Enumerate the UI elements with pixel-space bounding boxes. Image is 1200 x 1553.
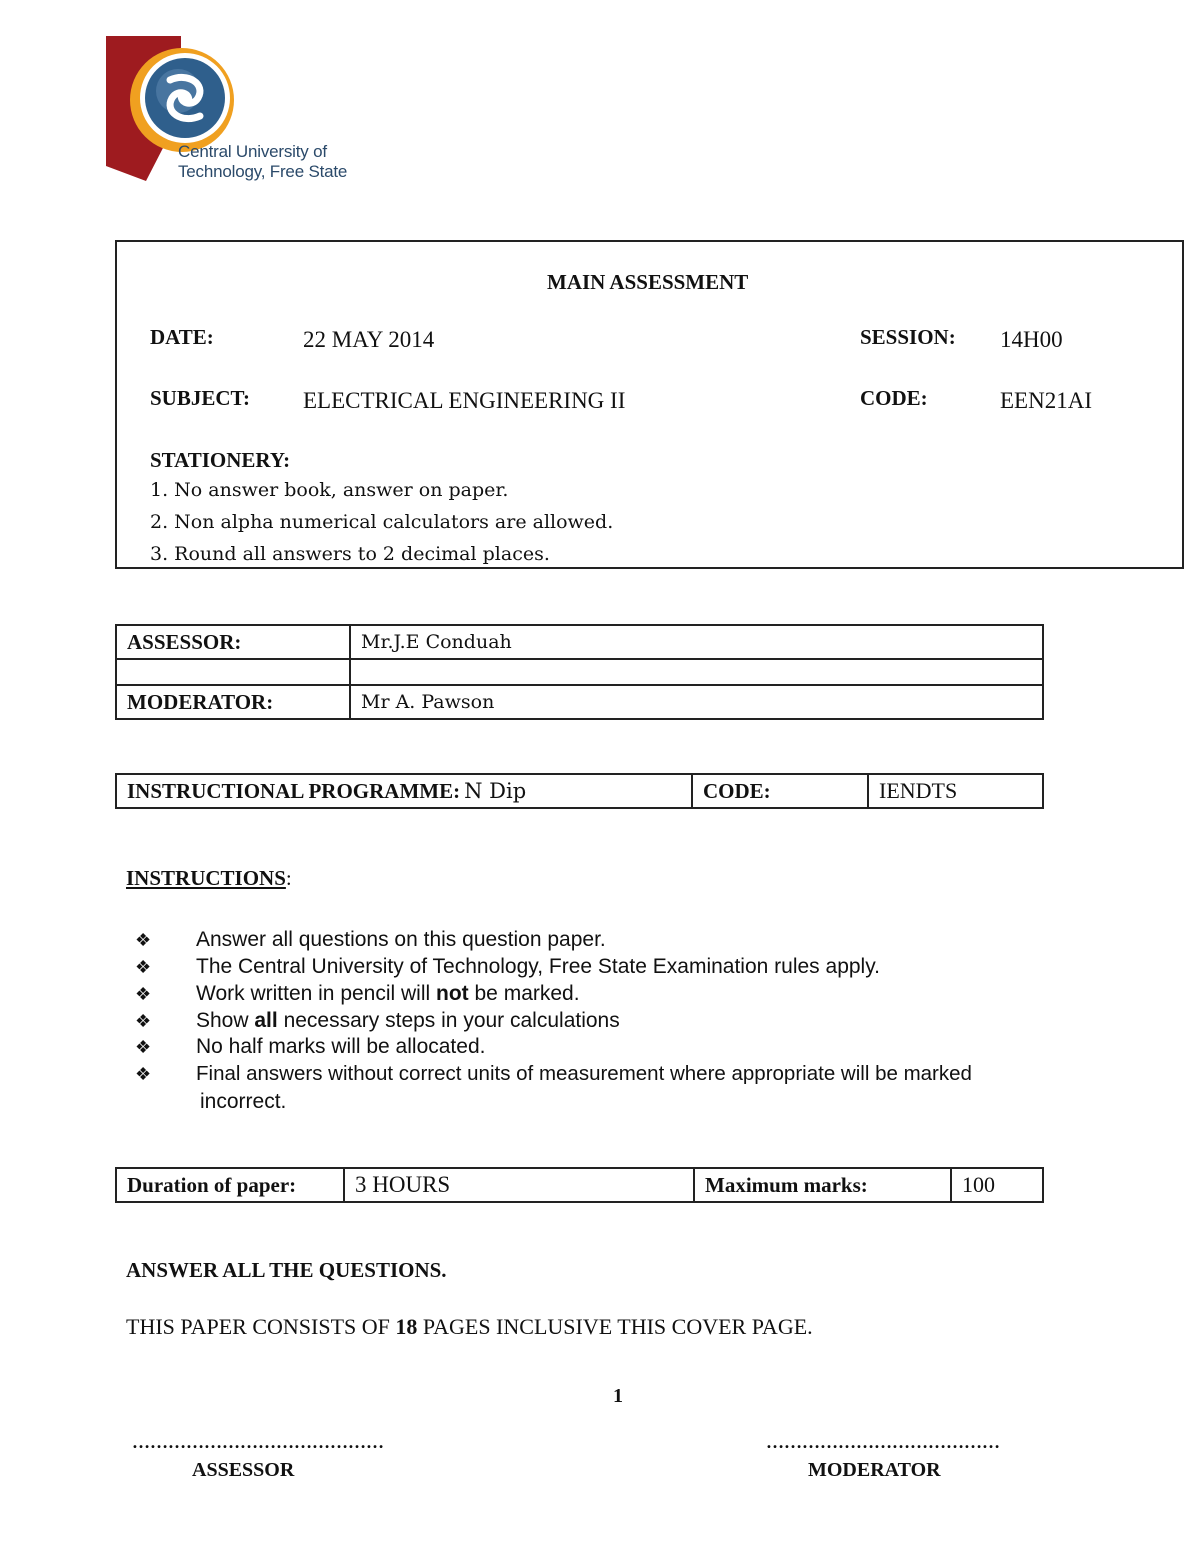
- programme-code-value: IENDTS: [868, 774, 1043, 808]
- bullet-icon: ❖: [135, 984, 152, 1004]
- instruction-emphasis: all: [254, 1009, 278, 1032]
- instruction-text-part: Show: [196, 1009, 255, 1032]
- instruction-text-part: necessary steps in your calculations: [277, 1009, 620, 1032]
- moderator-label: MODERATOR:: [116, 685, 350, 719]
- list-item: [135, 955, 880, 979]
- list-item: [135, 1062, 972, 1086]
- instruction-text: The Central University of Technology, Free State Examination rules apply.: [196, 955, 880, 978]
- max-marks-label: Maximum marks:: [694, 1168, 951, 1202]
- staff-table: [115, 624, 1044, 720]
- page-number: 1: [613, 1385, 623, 1407]
- bullet-icon: ❖: [135, 1011, 152, 1031]
- code-value: EEN21AI: [1000, 388, 1092, 413]
- page-count-text: PAGES INCLUSIVE THIS COVER PAGE.: [417, 1314, 813, 1339]
- date-value: 22 MAY 2014: [303, 327, 435, 352]
- subject-value: ELECTRICAL ENGINEERING II: [303, 388, 626, 413]
- stationery-item: 1. No answer book, answer on paper.: [150, 479, 509, 501]
- assessor-label: ASSESSOR:: [116, 625, 350, 659]
- duration-label: Duration of paper:: [116, 1168, 344, 1202]
- duration-value: 3 HOURS: [344, 1168, 694, 1202]
- table-row: [116, 1168, 1043, 1202]
- instruction-text-part: Work written in pencil will: [196, 982, 437, 1005]
- moderator-signature-label: MODERATOR: [808, 1459, 941, 1481]
- instruction-text-part: be marked.: [468, 982, 580, 1005]
- list-item: [135, 1009, 620, 1033]
- stationery-item: 3. Round all answers to 2 decimal places.: [150, 543, 550, 565]
- moderator-value: Mr A. Pawson: [350, 685, 1043, 719]
- list-item: [135, 1035, 486, 1059]
- assessor-signature-line: ……………………………………: [132, 1432, 384, 1452]
- subject-label: SUBJECT:: [150, 386, 250, 410]
- stationery-label: STATIONERY:: [150, 448, 291, 472]
- empty-cell: [116, 659, 350, 685]
- assessment-title: MAIN ASSESSMENT: [547, 270, 749, 294]
- instruction-text: Answer all questions on this question paper.: [196, 928, 606, 951]
- instruction-emphasis: not: [436, 982, 469, 1005]
- stationery-item: 2. Non alpha numerical calculators are allowed.: [150, 511, 614, 533]
- instruction-text: [196, 982, 580, 1006]
- programme-cell: [116, 774, 692, 808]
- instructions-heading: [126, 866, 292, 891]
- logo-text-line2: Technology, Free State: [178, 162, 348, 181]
- instructions-heading-colon: :: [285, 866, 292, 890]
- programme-code-label: CODE:: [692, 774, 868, 808]
- session-value: 14H00: [1000, 327, 1063, 352]
- instruction-text: Final answers without correct units of measurement where appropriate will be marked: [196, 1062, 972, 1085]
- moderator-signature-line: …………………………………: [766, 1432, 1000, 1452]
- logo-text-line1: Central University of: [178, 142, 327, 161]
- page-count-statement: [126, 1314, 813, 1340]
- instruction-text: [196, 1009, 620, 1033]
- instruction-text: No half marks will be allocated.: [196, 1035, 486, 1058]
- duration-table: [115, 1167, 1044, 1203]
- page-count-text: THIS PAPER CONSISTS OF: [126, 1314, 396, 1339]
- date-label: DATE:: [150, 325, 214, 349]
- table-row: [116, 625, 1043, 659]
- bullet-icon: ❖: [135, 1037, 152, 1057]
- bullet-icon: ❖: [135, 1064, 152, 1084]
- assessor-signature-label: ASSESSOR: [192, 1459, 295, 1481]
- university-logo: [106, 36, 351, 186]
- instructions-heading-text: INSTRUCTIONS: [126, 866, 286, 890]
- table-row: [116, 685, 1043, 719]
- programme-label: INSTRUCTIONAL PROGRAMME:: [127, 778, 461, 803]
- assessor-value: Mr.J.E Conduah: [350, 625, 1043, 659]
- bullet-icon: ❖: [135, 957, 152, 977]
- instruction-text-continued: incorrect.: [200, 1090, 287, 1113]
- list-item: [135, 928, 606, 952]
- list-item: [135, 982, 580, 1006]
- programme-value: N Dip: [464, 778, 527, 803]
- table-row: [116, 659, 1043, 685]
- empty-cell: [350, 659, 1043, 685]
- programme-table: [115, 773, 1044, 809]
- session-label: SESSION:: [860, 325, 956, 349]
- page-count-number: 18: [395, 1314, 418, 1339]
- code-label: CODE:: [860, 386, 928, 410]
- table-row: [116, 774, 1043, 808]
- max-marks-value: 100: [951, 1168, 1043, 1202]
- answer-all-heading: ANSWER ALL THE QUESTIONS.: [126, 1258, 447, 1282]
- bullet-icon: ❖: [135, 930, 152, 950]
